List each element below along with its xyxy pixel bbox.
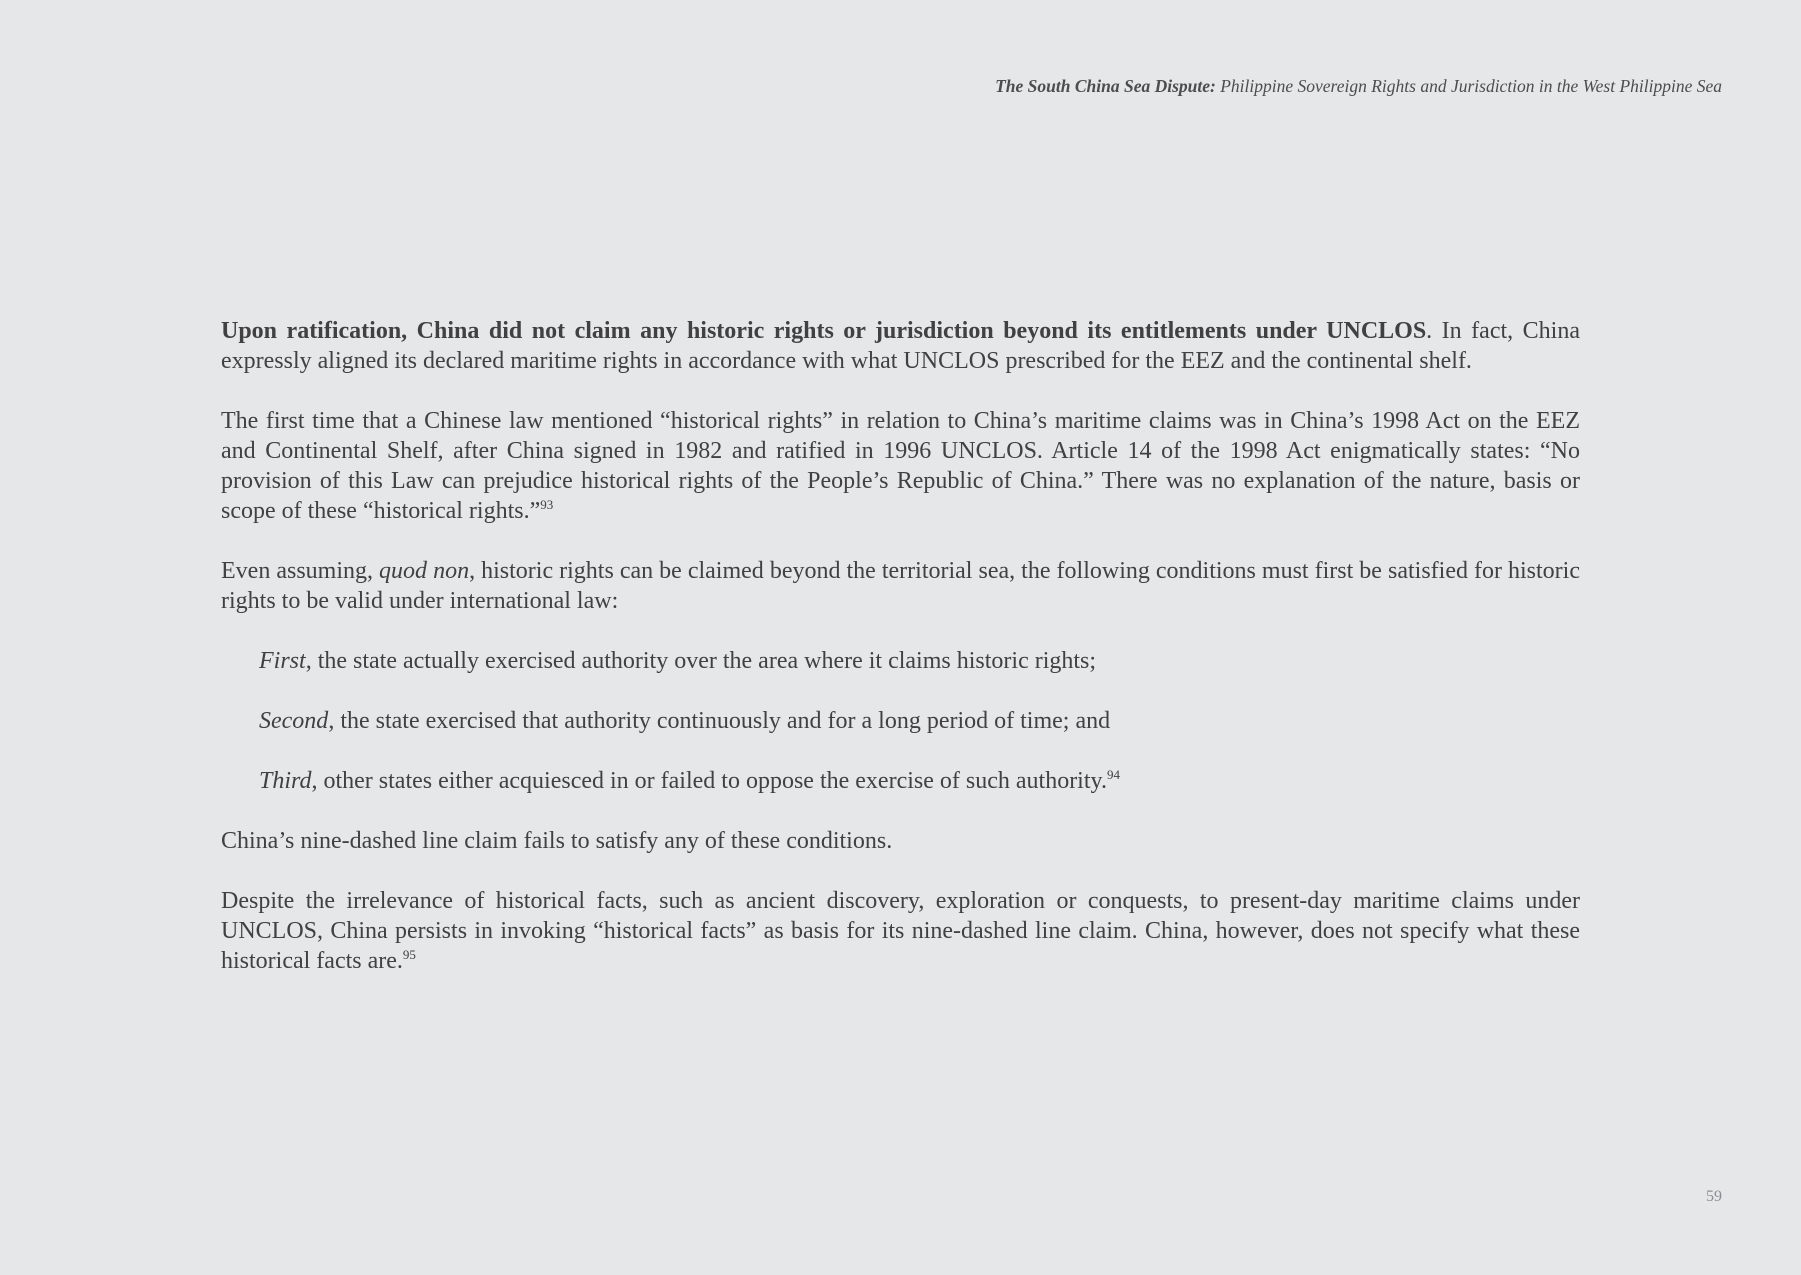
condition-second-text: , the state exercised that authority continuously and for a long period of time; and bbox=[328, 708, 1111, 734]
paragraph-conditions-intro-italic: quod non bbox=[379, 558, 470, 584]
running-header-subtitle: Philippine Sovereign Rights and Jurisdiction in the West Philippine Sea bbox=[1215, 76, 1722, 96]
paragraph-conditions-intro-before: Even assuming, bbox=[221, 558, 380, 584]
paragraph-conditions-intro bbox=[221, 556, 1580, 616]
condition-second bbox=[259, 706, 1580, 736]
paragraph-conclusion-text: China’s nine-dashed line claim fails to satisfy any of these conditions. bbox=[221, 828, 893, 854]
paragraph-historical-rights-text: The first time that a Chinese law mentioned “historical rights” in relation to China’s maritime claims was in China’s 1998 Act on the EEZ and Continental Shelf, after China signed in 1982 and ratified in 1996 UNCLOS. Article 14 of the 1998 Act enigmatically states: “No provision of this Law can prejudice historical rights of the People’s Republic of China.” There was no explanation of the nature, basis or scope of these “historical rights.” bbox=[221, 408, 1580, 524]
condition-first-lead: First bbox=[259, 648, 306, 674]
condition-third-lead: Third bbox=[259, 768, 312, 794]
condition-first-text: , the state actually exercised authority over the area where it claims historic rights; bbox=[305, 648, 1097, 674]
condition-second-lead: Second bbox=[259, 708, 329, 734]
condition-first bbox=[259, 646, 1580, 676]
condition-third bbox=[259, 766, 1580, 796]
paragraph-ratification bbox=[221, 316, 1580, 376]
footnote-ref-95[interactable]: 95 bbox=[402, 947, 416, 962]
footnote-ref-93[interactable]: 93 bbox=[540, 497, 554, 512]
page-number: 59 bbox=[1706, 1188, 1722, 1205]
paragraph-ratification-text: . In fact, China expressly aligned its declared maritime rights in accordance with what UNCLOS prescribed for the EEZ and the continental shelf. bbox=[221, 318, 1580, 374]
running-header bbox=[995, 76, 1722, 97]
paragraph-conditions-intro-after: , historic rights can be claimed beyond the territorial sea, the following conditions must first be satisfied for historic rights to be valid under international law: bbox=[221, 558, 1580, 614]
paragraph-historical-facts-text: Despite the irrelevance of historical facts, such as ancient discovery, exploration or conquests, to present-day maritime claims under UNCLOS, China persists in invoking “historical facts” as basis for its nine-dashed line claim. China, however, does not specify what these historical facts are. bbox=[221, 888, 1580, 974]
paragraph-historical-facts bbox=[221, 886, 1580, 976]
condition-third-text: , other states either acquiesced in or failed to oppose the exercise of such authority. bbox=[311, 768, 1107, 794]
footnote-ref-94[interactable]: 94 bbox=[1106, 767, 1120, 782]
paragraph-historical-rights bbox=[221, 406, 1580, 526]
paragraph-conclusion bbox=[221, 826, 1580, 856]
running-header-title: The South China Sea Dispute: bbox=[995, 76, 1216, 96]
paragraph-ratification-bold: Upon ratification, China did not claim any historic rights or jurisdiction beyond its entitlements under UNCLOS bbox=[221, 318, 1427, 344]
main-content bbox=[221, 316, 1580, 1006]
